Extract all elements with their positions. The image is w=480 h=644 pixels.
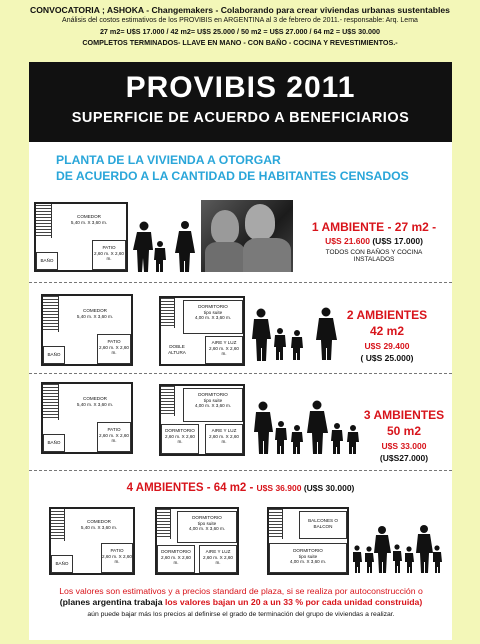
child-figure [243, 238, 291, 272]
room-bano: BAÑO [36, 252, 58, 270]
room-comedor: COMEDOR 5,40 m. X 3,60 m. [80, 519, 118, 530]
stairs-icon [269, 509, 283, 539]
footer-line-2-rest: los valores bajan un 20 a un 33 % por cada unidad construida) [162, 597, 423, 607]
floor-plan-4a [49, 507, 135, 575]
family-silhouette-8 [351, 524, 447, 574]
room-patio: PATIO 2,60 m. X 2,60 m. [101, 543, 133, 573]
footer-note [41, 586, 441, 618]
header-line-2: Análisis del costos estimativos de los PROVIBIS en ARGENTINA al 3 de febrero de 2011.- responsable: Arq. Lema [62, 17, 418, 24]
unit-3-ambientes: 3 AMBIENTES [363, 408, 445, 422]
stairs-icon [157, 509, 171, 539]
child-figure [211, 210, 239, 244]
footer-line-2-bold: (planes argentina trabaja [59, 597, 163, 607]
stairs-icon [161, 386, 175, 416]
room-dormitorio: DORMITORIO tipo suite 4,00 m. X 3,60 m. [183, 300, 243, 334]
family-silhouette-6 [253, 400, 365, 456]
unit-2-info [337, 308, 437, 363]
room-bano: BAÑO [51, 555, 73, 573]
family-silhouette-2 [133, 220, 199, 272]
floor-plan-3a [41, 382, 133, 454]
section-divider [29, 470, 452, 471]
header-line-3: 27 m2= U$S 17.000 / 42 m2= U$S 25.000 / 50 m2 = U$S 27.000 / 64 m2 = U$S 30.000 [99, 27, 381, 36]
unit-3-price-alt: (U$S27.000) [379, 453, 429, 463]
floor-plan-4b [155, 507, 239, 575]
unit-1-note-2: INSTALADOS [353, 256, 395, 263]
child-figure [245, 204, 275, 240]
footer-line-2 [41, 597, 441, 608]
unit-1-price-alt: (U$S 17.000) [369, 236, 423, 246]
stairs-icon [51, 509, 65, 541]
stairs-icon [36, 204, 52, 238]
room-dormitorio-3: DORMITORIO tipo suite 4,00 m. X 3,60 m. [269, 543, 347, 573]
room-patio: PATIO 2,60 m. X 2,60 m. [97, 422, 131, 452]
stairs-icon [161, 298, 175, 328]
unit-1-ambientes: 1 AMBIENTE - 27 m2 - [311, 220, 437, 234]
unit-1-price: U$S 21.600 [325, 236, 370, 246]
family-silhouette-4 [251, 307, 341, 361]
unit-2-price: U$S 29.400 [364, 341, 410, 351]
stairs-icon [43, 296, 59, 332]
footer-line-3: aún puede bajar más los precios al definirse el grado de terminación del grupo de viviendas a realizar. [87, 611, 395, 618]
room-bano: BAÑO [43, 434, 65, 452]
header [0, 0, 480, 58]
room-bano: BAÑO [43, 346, 65, 364]
room-aire-luz: AIRE Y LUZ 2,60 m. X 2,60 m. [205, 336, 243, 364]
room-dormitorio-2: DORMITORIO 2,60 m. X 2,60 m. [161, 424, 199, 454]
unit-2-ambientes: 2 AMBIENTES [346, 308, 428, 322]
room-dormitorio: DORMITORIO tipo suite 4,00 m. X 3,60 m. [177, 511, 237, 543]
header-line-1: CONVOCATORIA ; ASHOKA - Changemakers - Colaborando para crear viviendas urbanas sustentables [30, 5, 450, 15]
stairs-icon [43, 384, 59, 420]
planta-line-1: PLANTA DE LA VIVIENDA A OTORGAR [56, 153, 281, 167]
room-patio: PATIO 2,60 m. X 2,60 m. [97, 334, 131, 364]
unit-1-info [299, 220, 449, 263]
title-banner [29, 62, 452, 142]
room-comedor: COMEDOR 5,40 m. X 3,60 m. [76, 396, 114, 407]
poster-title: PROVIBIS 2011 [125, 71, 356, 104]
section-divider [29, 282, 452, 283]
floor-plan-3b [159, 384, 245, 456]
floor-plan-2a [41, 294, 133, 366]
room-comedor: COMEDOR 5,40 m. X 3,60 m. [76, 308, 114, 319]
planta-line-2: DE ACUERDO A LA CANTIDAD DE HABITANTES CENSADOS [56, 169, 409, 183]
footer-line-1: Los valores son estimativos y a precios standard de plaza, si se realiza por autoconstrucción o [59, 586, 423, 596]
poster-subtitle: SUPERFICIE DE ACUERDO A BENEFICIARIOS [71, 110, 410, 126]
unit-3-price: U$S 33.000 [381, 441, 427, 451]
child-figure [205, 242, 245, 272]
room-balcon: BALCONES O BALCON [299, 511, 347, 539]
unit-2-size: 42 m2 [369, 324, 405, 338]
unit-3-size: 50 m2 [386, 424, 422, 438]
unit-3-info [359, 408, 449, 463]
poster [29, 62, 452, 640]
floor-plan-4c [267, 507, 349, 575]
unit-4-price: U$S 36.900 [256, 483, 302, 493]
unit-1-note-1: TODOS CON BAÑOS Y COCINA [325, 249, 423, 256]
planta-heading [56, 152, 409, 184]
room-patio: PATIO 2,60 m. X 2,60 m. [92, 240, 126, 270]
section-divider [29, 373, 452, 374]
unit-4-price-alt: (U$S 30.000) [301, 483, 355, 493]
unit-4-info [29, 482, 452, 494]
header-line-4: COMPLETOS TERMINADOS- LLAVE EN MANO - CON BAÑO - COCINA Y REVESTIMIENTOS.- [82, 38, 398, 47]
room-dormitorio: DORMITORIO tipo suite 4,00 m. X 3,60 m. [183, 388, 243, 422]
room-aire-luz: AIRE Y LUZ 2,60 m. X 2,60 m. [205, 424, 243, 454]
floor-plan-2b [159, 296, 245, 366]
children-photo [201, 200, 293, 272]
unit-4-ambientes: 4 AMBIENTES - 64 m2 - [126, 482, 257, 494]
room-comedor: COMEDOR 5,40 m. X 3,60 m. [70, 214, 108, 225]
room-aire-luz: AIRE Y LUZ 2,60 m. X 2,60 m. [199, 545, 237, 573]
unit-2-price-alt: ( U$S 25.000) [360, 353, 414, 363]
floor-plan-1 [34, 202, 128, 272]
room-dormitorio-2: DORMITORIO 2,60 m. X 2,60 m. [157, 545, 195, 573]
room-doble-altura: DOBLE ALTURA [168, 344, 186, 355]
